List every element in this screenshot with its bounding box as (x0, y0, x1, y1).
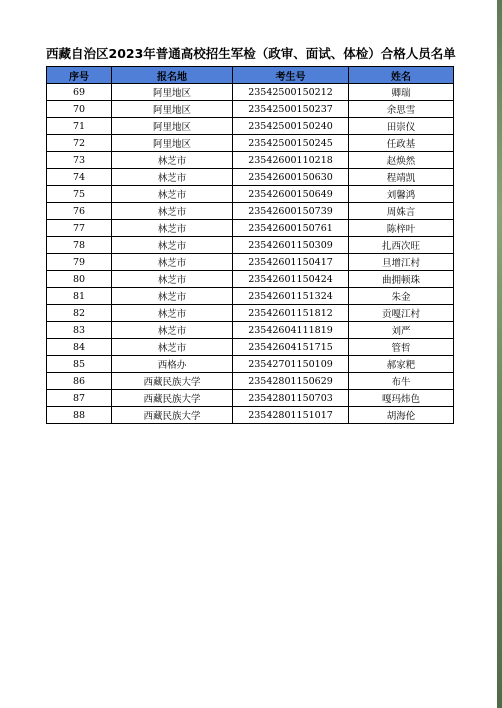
cell-index: 73 (47, 152, 112, 169)
cell-name: 扎西次旺 (349, 237, 454, 254)
cell-index: 85 (47, 356, 112, 373)
cell-exam-number: 23542604111819 (233, 322, 349, 339)
cell-exam-number: 23542601150424 (233, 271, 349, 288)
cell-index: 86 (47, 373, 112, 390)
cell-index: 81 (47, 288, 112, 305)
table-row (47, 169, 454, 186)
table-row (47, 237, 454, 254)
header-region: 报名地 (112, 67, 233, 84)
cell-index: 88 (47, 407, 112, 424)
table-row (47, 135, 454, 152)
cell-region: 阿里地区 (112, 84, 233, 101)
cell-exam-number: 23542604151715 (233, 339, 349, 356)
results-table (46, 66, 454, 424)
cell-region: 林芝市 (112, 169, 233, 186)
cell-name: 任政基 (349, 135, 454, 152)
cell-name: 赵焕然 (349, 152, 454, 169)
table-header-row (47, 67, 454, 84)
cell-index: 79 (47, 254, 112, 271)
header-index: 序号 (47, 67, 112, 84)
cell-index: 70 (47, 101, 112, 118)
cell-region: 林芝市 (112, 271, 233, 288)
cell-region: 阿里地区 (112, 101, 233, 118)
cell-region: 阿里地区 (112, 135, 233, 152)
table-row (47, 356, 454, 373)
cell-region: 林芝市 (112, 322, 233, 339)
cell-region: 林芝市 (112, 237, 233, 254)
cell-index: 77 (47, 220, 112, 237)
cell-exam-number: 23542701150109 (233, 356, 349, 373)
cell-exam-number: 23542801151017 (233, 407, 349, 424)
cell-index: 80 (47, 271, 112, 288)
page-title: 西藏自治区2023年普通高校招生军检（政审、面试、体检）合格人员名单 (46, 46, 456, 61)
cell-index: 75 (47, 186, 112, 203)
table-row (47, 373, 454, 390)
table-row (47, 203, 454, 220)
cell-exam-number: 23542600110218 (233, 152, 349, 169)
cell-region: 阿里地区 (112, 118, 233, 135)
cell-name: 管哲 (349, 339, 454, 356)
cell-name: 余思雪 (349, 101, 454, 118)
cell-name: 曲拥顿珠 (349, 271, 454, 288)
cell-name: 布牛 (349, 373, 454, 390)
cell-exam-number: 23542600150649 (233, 186, 349, 203)
cell-index: 74 (47, 169, 112, 186)
cell-region: 林芝市 (112, 203, 233, 220)
cell-name: 周姝言 (349, 203, 454, 220)
cell-name: 陈梓叶 (349, 220, 454, 237)
table-row (47, 101, 454, 118)
table-row (47, 322, 454, 339)
cell-index: 72 (47, 135, 112, 152)
table-row (47, 288, 454, 305)
table-row (47, 186, 454, 203)
table-row (47, 271, 454, 288)
cell-index: 71 (47, 118, 112, 135)
cell-region: 林芝市 (112, 339, 233, 356)
cell-index: 83 (47, 322, 112, 339)
cell-exam-number: 23542601151812 (233, 305, 349, 322)
cell-name: 刘馨鸿 (349, 186, 454, 203)
cell-exam-number: 23542600150761 (233, 220, 349, 237)
cell-exam-number: 23542600150630 (233, 169, 349, 186)
cell-region: 林芝市 (112, 220, 233, 237)
table-row (47, 339, 454, 356)
cell-region: 西藏民族大学 (112, 390, 233, 407)
cell-name: 朱金 (349, 288, 454, 305)
cell-exam-number: 23542500150245 (233, 135, 349, 152)
table-row (47, 305, 454, 322)
cell-name: 旦增江村 (349, 254, 454, 271)
cell-name: 程靖凯 (349, 169, 454, 186)
cell-region: 林芝市 (112, 305, 233, 322)
cell-region: 林芝市 (112, 288, 233, 305)
window-edge (497, 0, 502, 708)
table-row (47, 407, 454, 424)
cell-exam-number: 23542500150237 (233, 101, 349, 118)
cell-exam-number: 23542601150309 (233, 237, 349, 254)
cell-region: 林芝市 (112, 186, 233, 203)
cell-exam-number: 23542801150703 (233, 390, 349, 407)
cell-exam-number: 23542801150629 (233, 373, 349, 390)
cell-exam-number: 23542500150240 (233, 118, 349, 135)
table-row (47, 152, 454, 169)
cell-name: 田崇仪 (349, 118, 454, 135)
cell-index: 69 (47, 84, 112, 101)
cell-exam-number: 23542500150212 (233, 84, 349, 101)
cell-exam-number: 23542601150417 (233, 254, 349, 271)
cell-index: 87 (47, 390, 112, 407)
cell-name: 胡海伦 (349, 407, 454, 424)
cell-name: 卿瑞 (349, 84, 454, 101)
cell-exam-number: 23542600150739 (233, 203, 349, 220)
table-row (47, 84, 454, 101)
table-row (47, 118, 454, 135)
cell-region: 西格办 (112, 356, 233, 373)
cell-name: 嘎玛炜色 (349, 390, 454, 407)
cell-index: 82 (47, 305, 112, 322)
cell-name: 刘严 (349, 322, 454, 339)
cell-region: 林芝市 (112, 254, 233, 271)
cell-name: 贡嘎江村 (349, 305, 454, 322)
cell-name: 郝家粑 (349, 356, 454, 373)
table-row (47, 390, 454, 407)
cell-index: 78 (47, 237, 112, 254)
table-row (47, 220, 454, 237)
table-row (47, 254, 454, 271)
cell-exam-number: 23542601151324 (233, 288, 349, 305)
cell-region: 西藏民族大学 (112, 373, 233, 390)
cell-region: 西藏民族大学 (112, 407, 233, 424)
cell-region: 林芝市 (112, 152, 233, 169)
header-name: 姓名 (349, 67, 454, 84)
header-exam-number: 考生号 (233, 67, 349, 84)
cell-index: 76 (47, 203, 112, 220)
cell-index: 84 (47, 339, 112, 356)
